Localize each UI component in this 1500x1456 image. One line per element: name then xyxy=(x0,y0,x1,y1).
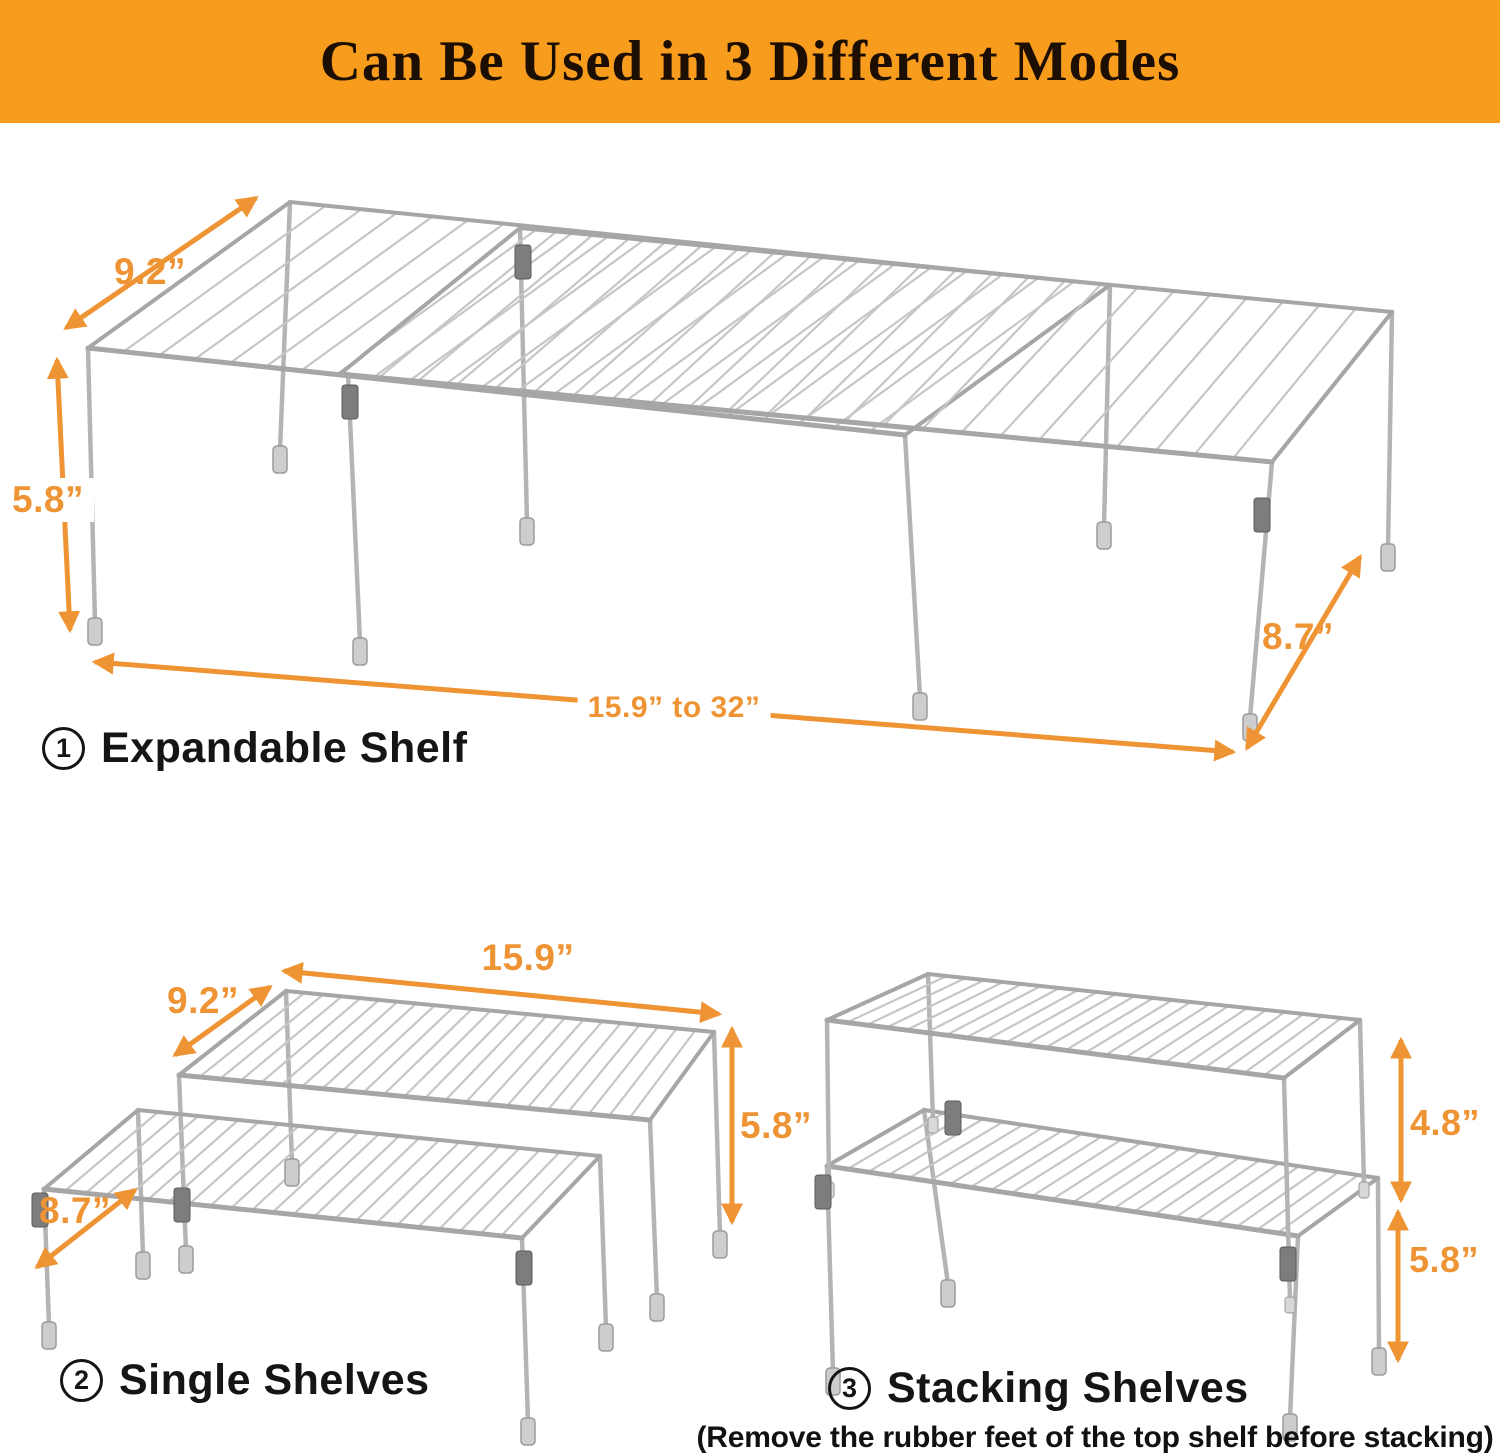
dim-label-stacking-bottom-height: 5.8” xyxy=(1408,1239,1480,1280)
dim-label-expandable-depth-side: 8.7” xyxy=(1262,616,1334,657)
mode-label-text: Stacking Shelves xyxy=(887,1364,1249,1412)
dim-label-single-depth-large: 9.2” xyxy=(167,980,239,1021)
mode-number-badge: 2 xyxy=(60,1359,103,1402)
mode-number-badge: 1 xyxy=(42,727,85,770)
header-banner xyxy=(0,0,1500,123)
dim-label-single-height: 5.8” xyxy=(740,1105,812,1146)
mode-label-text: Expandable Shelf xyxy=(101,724,468,772)
dim-label-single-depth-small: 8.7” xyxy=(39,1190,111,1231)
mode-label-single-shelves xyxy=(60,1356,430,1405)
mode-label-stacking-shelves xyxy=(828,1364,1249,1413)
dim-label-stacking-top-clearance: 4.8” xyxy=(1409,1102,1481,1143)
mode-label-text: Single Shelves xyxy=(119,1356,430,1404)
dim-label-expandable-length-range: 15.9” to 32” xyxy=(578,690,771,726)
dim-label-single-length: 15.9” xyxy=(481,937,575,978)
mode-label-expandable-shelf xyxy=(42,724,467,773)
stacking-note: (Remove the rubber feet of the top shelf before stacking) xyxy=(696,1421,1494,1454)
mode-number-badge: 3 xyxy=(828,1367,871,1410)
dim-label-expandable-height: 5.8” xyxy=(2,478,94,522)
page-title: Can Be Used in 3 Different Modes xyxy=(319,30,1181,93)
dim-label-expandable-depth-top: 9.2” xyxy=(114,251,186,292)
